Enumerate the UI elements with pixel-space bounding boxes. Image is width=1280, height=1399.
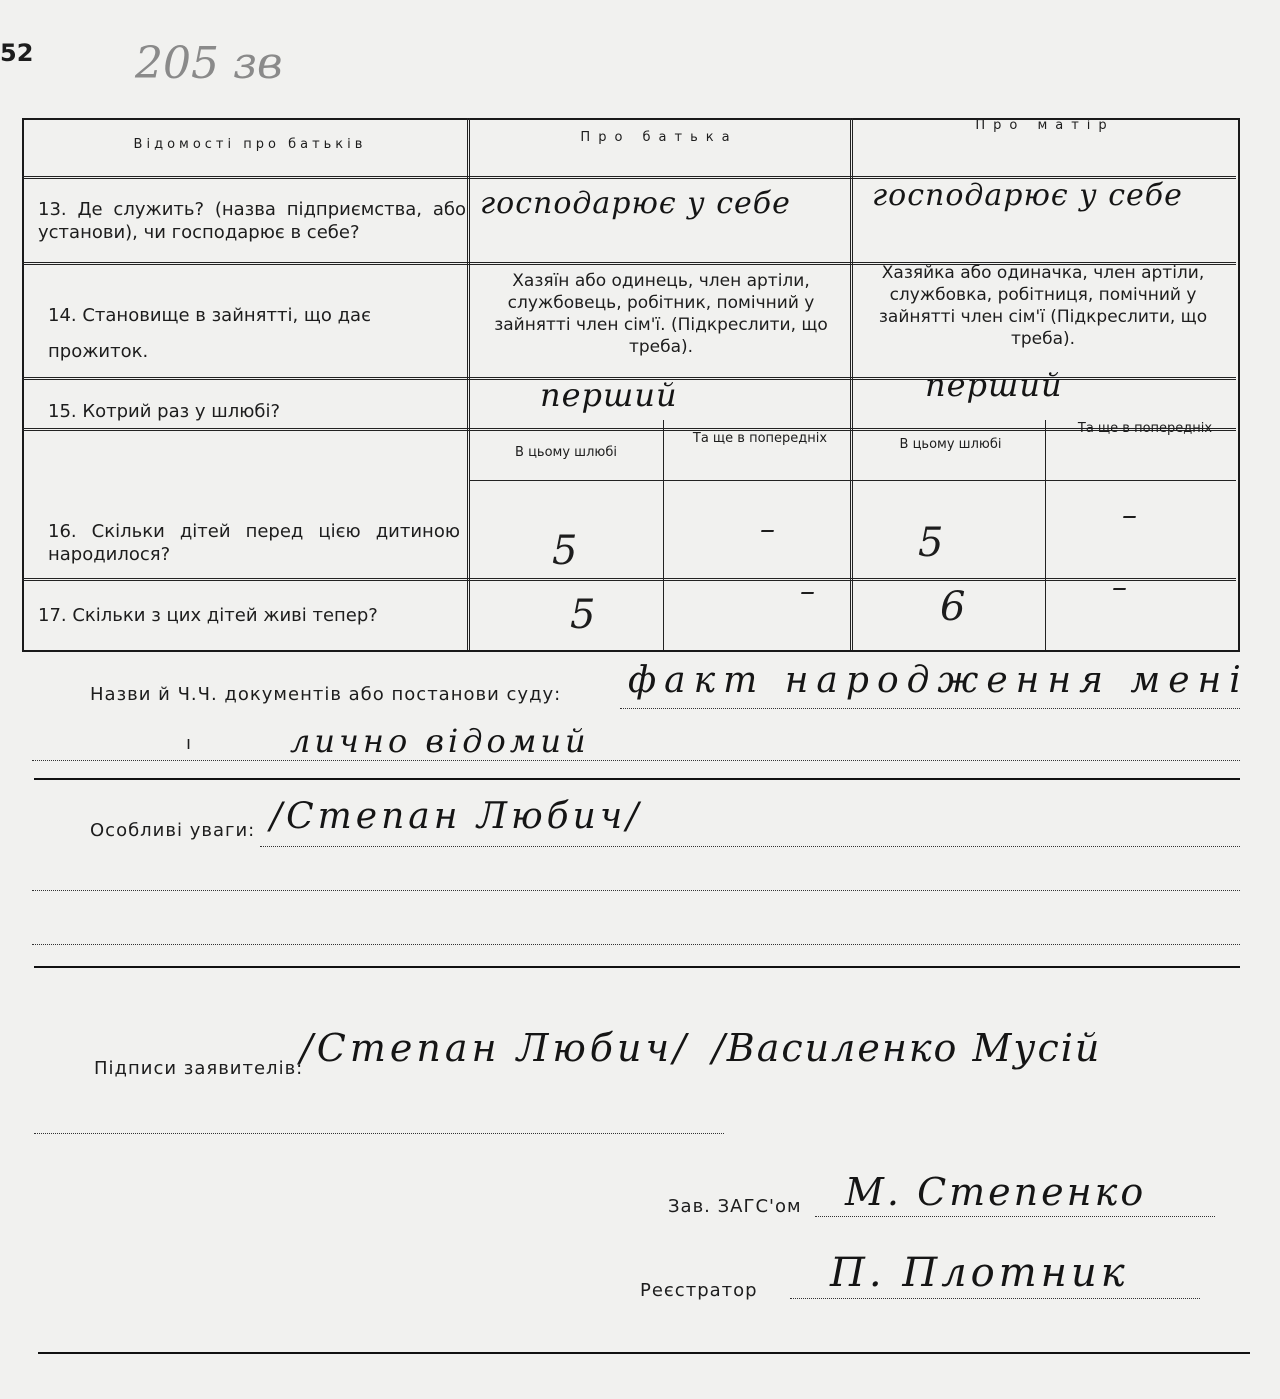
question-17: 17. Скільки з цих дітей живі тепер? bbox=[38, 605, 378, 626]
table-rule-q16 bbox=[22, 578, 1236, 581]
table-rule-q15 bbox=[22, 428, 1236, 431]
zags-head-signature: М. Степенко bbox=[845, 1170, 1147, 1214]
table-divider-parents bbox=[850, 118, 853, 650]
mother-previous-header: Та ще в попередніх bbox=[1077, 421, 1213, 436]
question-16: 16. Скільки дітей перед цією дитиною народилося? bbox=[48, 521, 460, 566]
q16-father-prev: – bbox=[760, 512, 775, 547]
q14-father-options: Хазяїн або одинець, член артіли, службовець, робітник, помічний у зайнятті член сім'ї. (Підкреслити, що треба). bbox=[494, 271, 828, 358]
header-about-father: Про батька bbox=[580, 130, 738, 145]
father-this-marriage-header: В цьому шлюбі bbox=[515, 445, 617, 460]
notes-label: Особливі уваги: bbox=[90, 820, 256, 841]
page-bottom-rule bbox=[38, 1352, 1250, 1354]
applicant-signature-2: /Василенко Мусій bbox=[712, 1026, 1102, 1070]
q15-father-answer: перший bbox=[540, 376, 678, 414]
q17-mother-this: 6 bbox=[940, 584, 966, 630]
q17-father-this: 5 bbox=[570, 592, 596, 638]
corner-mark: 52 bbox=[0, 39, 34, 67]
q16-father-this: 5 bbox=[552, 528, 578, 574]
zags-head-dotted-line bbox=[815, 1216, 1215, 1217]
zags-head-label: Зав. ЗАГС'ом bbox=[668, 1196, 802, 1217]
applicant-signature-1: /Степан Любич/ bbox=[300, 1026, 690, 1070]
question-15: 15. Котрий раз у шлюбі? bbox=[48, 401, 281, 422]
father-previous-header: Та ще в попередніх bbox=[692, 431, 828, 446]
q13-father-answer: господарює у себе bbox=[480, 186, 791, 221]
q13-mother-answer: господарює у себе bbox=[872, 178, 1183, 213]
documents-dotted-line1 bbox=[620, 708, 1240, 709]
q17-mother-prev: – bbox=[1112, 570, 1127, 605]
notes-dotted-line1 bbox=[260, 846, 1240, 847]
registrar-dotted-line bbox=[790, 1298, 1200, 1299]
q17-father-prev: – bbox=[800, 574, 815, 609]
notes-dotted-line3 bbox=[32, 944, 1240, 945]
table-divider-question bbox=[467, 118, 470, 650]
documents-label: Назви й Ч.Ч. документів або постанови суду: bbox=[90, 684, 562, 705]
q16-mother-prev: – bbox=[1122, 498, 1137, 533]
table-divider-father-sub bbox=[663, 420, 664, 650]
question-14: 14. Становище в зайнятті, що дає прожиток. bbox=[48, 305, 371, 362]
q14-mother-options: Хазяйка або одиначка, член артіли, службовка, робітниця, помічний у зайнятті член сім'ї (Підкреслити, що треба). bbox=[878, 263, 1208, 350]
table-rule-subheader bbox=[470, 480, 1236, 481]
documents-tick-mark: ı bbox=[186, 733, 192, 754]
registrar-label: Реєстратор bbox=[640, 1280, 758, 1301]
header-about-mother: Про матір bbox=[975, 118, 1115, 133]
table-divider-mother-sub bbox=[1045, 420, 1046, 650]
mother-this-marriage-header: В цьому шлюбі bbox=[899, 437, 1002, 452]
registrar-signature: П. Плотник bbox=[830, 1250, 1129, 1296]
documents-value-line1: факт народження мені bbox=[628, 660, 1249, 701]
notes-value: /Степан Любич/ bbox=[270, 796, 643, 837]
pencil-page-number: 205 зв bbox=[135, 38, 283, 89]
documents-value-line2: лично відомий bbox=[290, 722, 590, 760]
signatures-label: Підписи заявителів: bbox=[94, 1058, 304, 1079]
notes-dotted-line2 bbox=[32, 890, 1240, 891]
q16-mother-this: 5 bbox=[918, 520, 944, 566]
notes-rule bbox=[34, 966, 1240, 968]
question-13: 13. Де служить? (назва підприємства, або установи), чи господарює в себе? bbox=[38, 199, 466, 244]
q15-mother-answer: перший bbox=[925, 366, 1063, 404]
documents-dotted-line2 bbox=[32, 760, 1240, 761]
signatures-dotted-line bbox=[34, 1133, 724, 1134]
documents-rule bbox=[34, 778, 1240, 780]
header-parents-info: Відомості про батьків bbox=[133, 137, 367, 152]
